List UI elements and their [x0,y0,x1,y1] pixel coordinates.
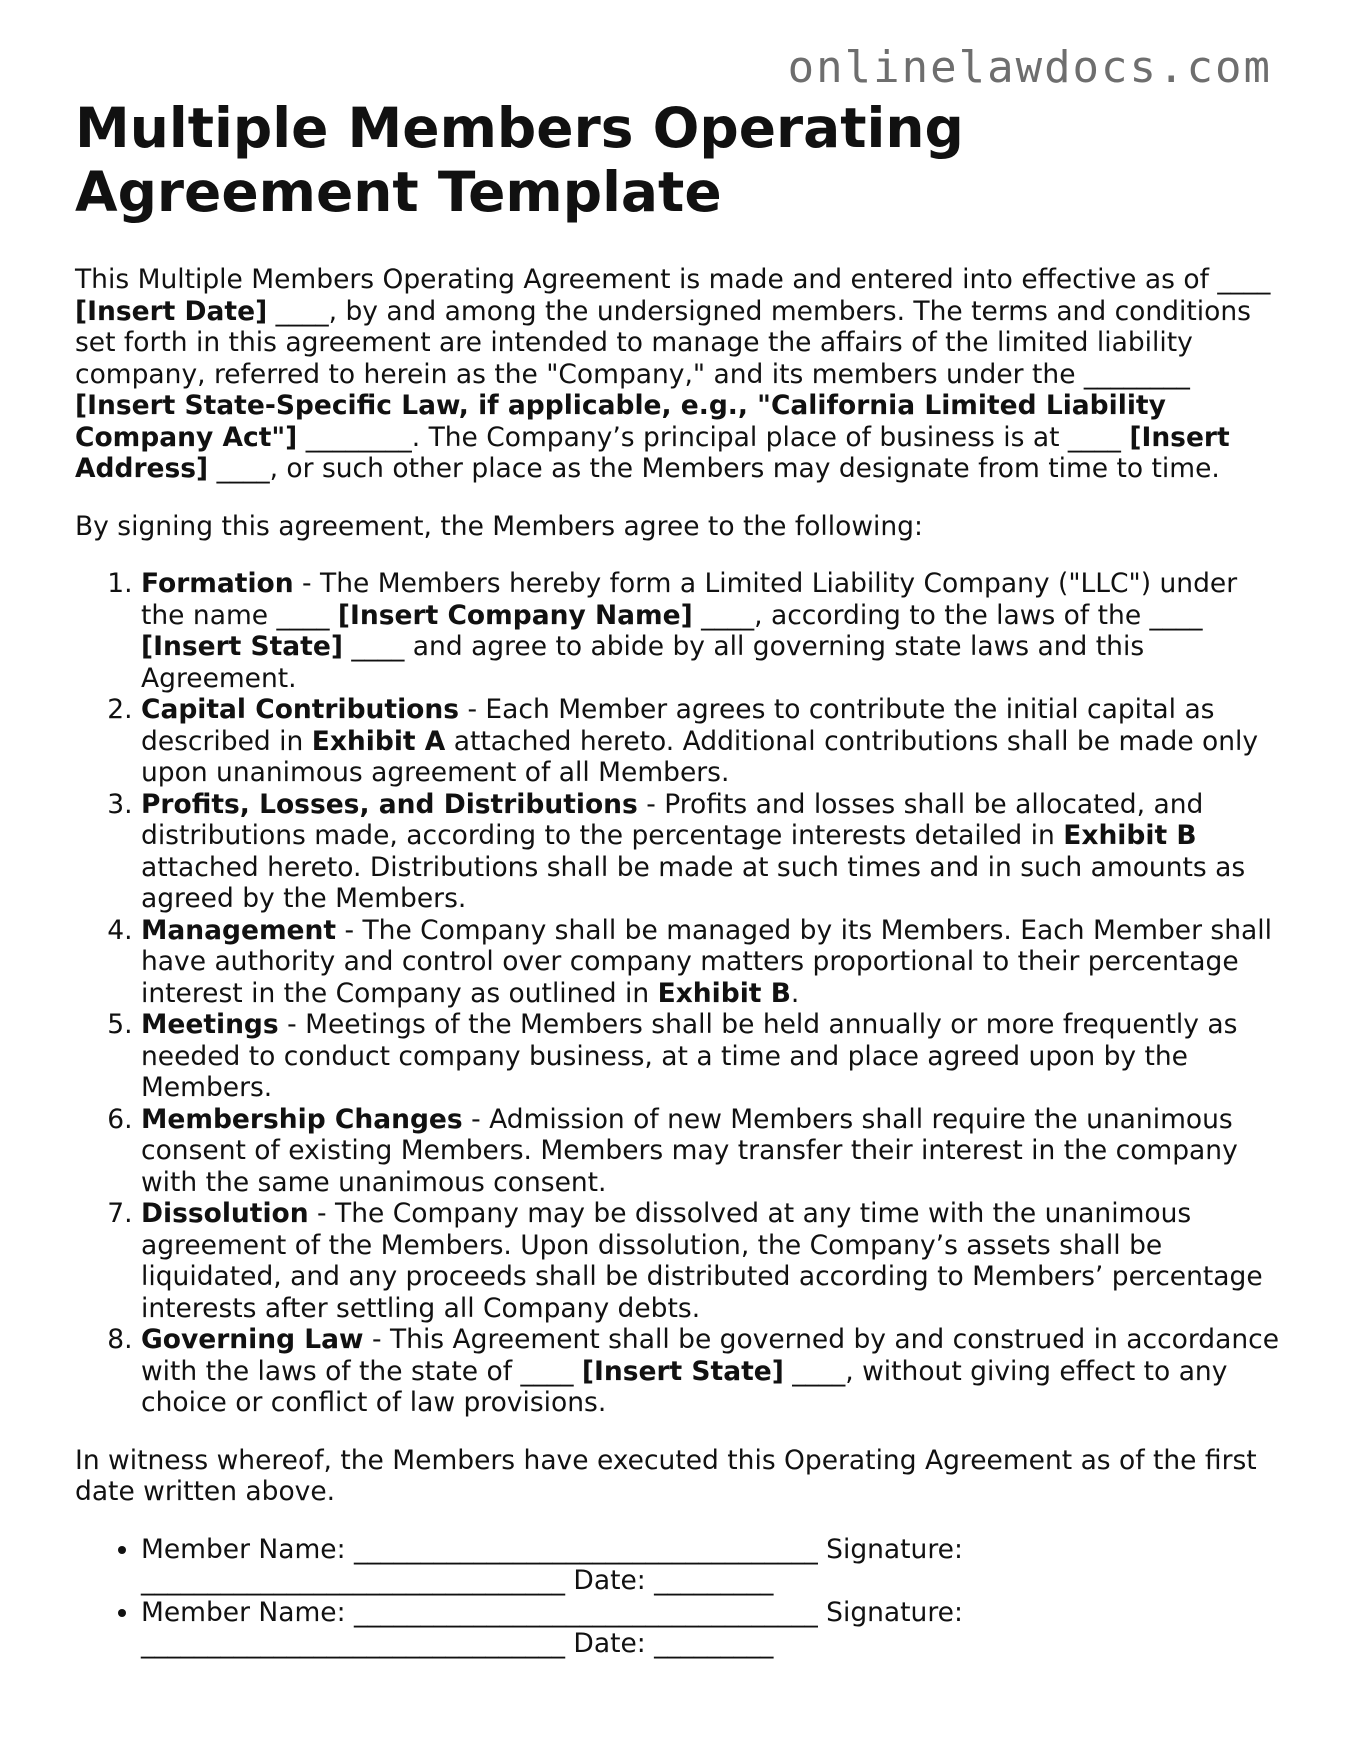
text-run: ____, by and among the undersigned members. The terms and conditions set forth in this agreement are intended to manage the affairs of the limited liability company, referred to herein as the "Company," and its members under the ________ [75,295,1251,390]
text-run: ____, or such other place as the Members may designate from time to time. [208,453,1220,484]
text-run: - Admission of new Members shall require the unanimous consent of existing Members. Members may transfer their interest in the company with the same unanimous consent. [141,1103,1238,1198]
bold-text: Exhibit B [1063,820,1197,851]
text-run: - Profits and losses shall be allocated, and distributions made, according to the percentage interests detailed in [141,788,1204,851]
bold-text: Profits, Losses, and Distributions [141,788,638,820]
lead-paragraph: By signing this agreement, the Members agree to the following: [75,510,923,542]
bold-text: [Insert Company Name] [337,599,693,631]
term-formation [141,568,1285,694]
text-run: - The Company shall be managed by its Members. Each Member shall have authority and control over company matters proportional to their percentage interest in the Company as outlined in [141,914,1272,1009]
bold-text: [Insert Date] [75,295,268,327]
watermark: onlinelawdocs.com [787,42,1272,93]
bold-text: Exhibit B [657,977,791,1009]
document [75,96,1285,1660]
bold-text: Exhibit A [311,725,446,757]
term-governing-law [141,1324,1285,1419]
text-run: - The Company may be dissolved at any time with the unanimous agreement of the Members. Upon dissolution, the Company’s assets shall be liquidated, and any proceeds shall be distributed according to Members’ percentage interests after settling all Company debts. [141,1198,1263,1324]
title-line-1: Multiple Members Operating [75,96,964,160]
text-run: ________. The Company’s principal place of business is at ____ [297,421,1130,453]
text-run: attached hereto. Distributions shall be made at such times and in such amounts as agreed by the Members. [141,851,1246,914]
bold-text: [Insert State] [141,631,343,662]
bold-text: Governing Law [141,1324,364,1355]
term-management [141,915,1285,1010]
text-run: . [790,977,800,1009]
text-run: - The Members hereby form a Limited Liability Company ("LLC") under the name ____ [141,568,1238,631]
bold-text: [Insert State-Specific Law, if applicable, e.g., "California Limited Liability Company Act"] [75,390,1166,453]
bold-text: Capital Contributions [141,694,460,725]
terms-list [75,568,1285,1419]
term-dissolution [141,1198,1285,1324]
bold-text: Meetings [141,1009,279,1040]
bold-text: Dissolution [141,1198,309,1229]
bold-text: Membership Changes [141,1103,463,1135]
signature-line: • Member Name: ___________________________________ Signature: ________________________________ Date: _________ [141,1597,1285,1660]
witness-paragraph: In witness whereof, the Members have executed this Operating Agreement as of the first date written above. [75,1444,1257,1507]
text-run: attached hereto. Additional contributions shall be made only upon unanimous agreement of all Members. [141,725,1259,788]
text-run: ____, according to the laws of the ____ [692,599,1203,631]
text-run: ____ and agree to abide by all governing state laws and this Agreement. [141,631,1145,694]
term-profits-losses-distributions [141,789,1285,915]
term-membership-changes [141,1104,1285,1199]
bold-text: Formation [141,568,294,599]
text-run: - This Agreement shall be governed by and construed in accordance with the laws of the state of ____ [141,1324,1280,1387]
intro-paragraph [75,264,1285,485]
text-run: This Multiple Members Operating Agreement is made and entered into effective as of ____ [75,264,1271,295]
text-run: ____, without giving effect to any choice or conflict of law provisions. [141,1355,1228,1418]
signature-line: • Member Name: ___________________________________ Signature: ________________________________ Date: _________ [141,1534,1285,1597]
title-line-2: Agreement Template [75,160,722,224]
bold-text: Management [141,914,337,946]
signature-list [75,1534,1285,1660]
text-run: - Meetings of the Members shall be held annually or more frequently as needed to conduct company business, at a time and place agreed upon by the Members. [141,1009,1238,1103]
document-title [75,96,1285,224]
bold-text: [Insert Address] [75,421,1230,484]
text-run: - Each Member agrees to contribute the initial capital as described in [141,694,1215,757]
term-meetings [141,1009,1285,1104]
term-capital-contributions [141,694,1285,789]
bold-text: [Insert State] [581,1355,784,1387]
